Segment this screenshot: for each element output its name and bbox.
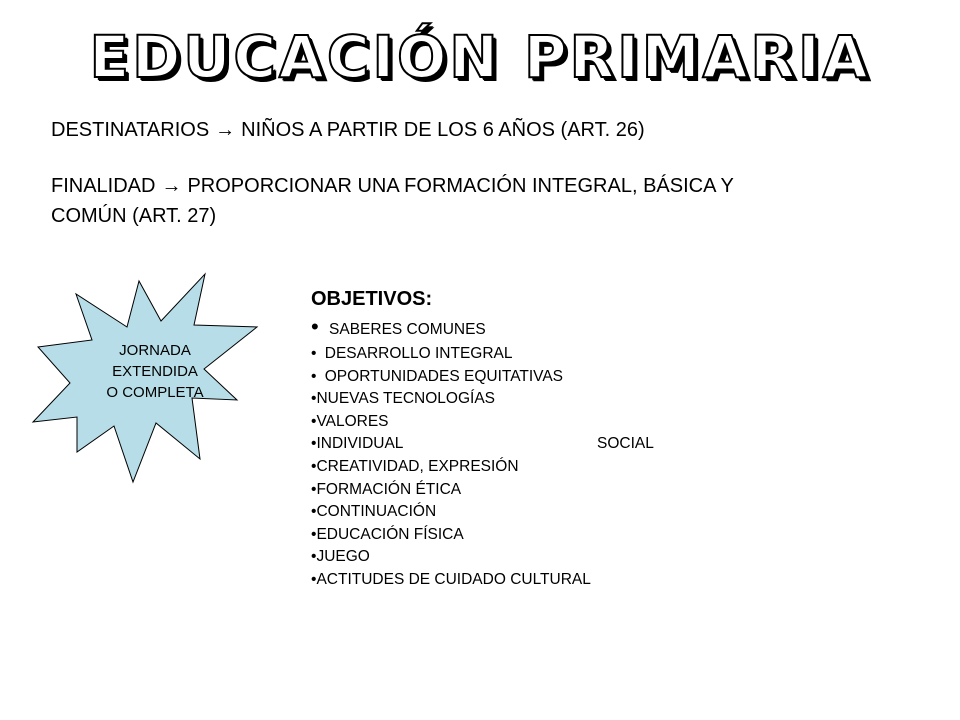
star-line-1: JORNADA — [119, 342, 191, 359]
bullet-icon: • — [311, 480, 317, 498]
bullet-icon: • — [311, 503, 317, 521]
list-item — [311, 479, 591, 502]
star-label — [90, 340, 220, 403]
finalidad-line-2 — [51, 201, 216, 231]
bullet-icon: • — [311, 548, 317, 566]
list-item-text: OPORTUNIDADES EQUITATIVAS — [324, 367, 564, 385]
destinatarios-line — [51, 115, 645, 145]
bullet-icon: • — [311, 390, 317, 408]
slide-title: EDUCACIÓN PRIMARIA — [89, 23, 871, 91]
list-item — [311, 456, 591, 479]
finalidad-text-line2: COMÚN (ART. 27) — [51, 205, 217, 227]
list-item-text: EDUCACIÓN FÍSICA — [316, 525, 464, 543]
objetivos-list — [311, 314, 654, 592]
list-item — [311, 343, 591, 366]
star-line-3: O COMPLETA — [106, 384, 204, 401]
list-item-text: SABERES COMUNES — [329, 321, 486, 338]
bullet-icon: • — [311, 570, 317, 588]
right-arrow-icon: → — [161, 175, 182, 197]
list-item-pair-text: SOCIAL — [597, 435, 654, 453]
bullet-icon: • — [311, 367, 317, 385]
destinatarios-text: NIÑOS A PARTIR DE LOS 6 AÑOS (ART. 26) — [241, 119, 645, 141]
finalidad-line — [51, 171, 734, 201]
list-item — [311, 366, 591, 389]
jornada-star-shape — [30, 272, 270, 484]
bullet-icon: • — [311, 412, 317, 430]
list-item-text: CONTINUACIÓN — [316, 503, 437, 521]
finalidad-text-line1: PROPORCIONAR UNA FORMACIÓN INTEGRAL, BÁSICA Y — [187, 175, 734, 197]
list-item — [311, 433, 654, 456]
bullet-icon: • — [311, 435, 317, 453]
list-item — [311, 569, 591, 592]
bullet-icon: • — [311, 314, 319, 339]
list-item-text: FORMACIÓN ÉTICA — [316, 480, 462, 498]
bullet-icon: • — [311, 457, 317, 475]
objetivos-heading: OBJETIVOS: — [311, 288, 433, 310]
bullet-icon: • — [311, 525, 317, 543]
list-item-text: INDIVIDUAL — [316, 435, 404, 453]
list-item — [311, 314, 591, 343]
list-item-text: CREATIVIDAD, EXPRESIÓN — [316, 457, 519, 475]
finalidad-label: FINALIDAD — [51, 175, 156, 197]
list-item — [311, 411, 591, 434]
list-item — [311, 388, 591, 411]
destinatarios-label: DESTINATARIOS — [51, 119, 210, 141]
list-item-text: NUEVAS TECNOLOGÍAS — [316, 390, 496, 408]
list-item-text: ACTITUDES DE CUIDADO CULTURAL — [316, 570, 591, 588]
list-item — [311, 524, 591, 547]
list-item — [311, 546, 591, 569]
list-item-text: VALORES — [316, 412, 389, 430]
list-item — [311, 501, 591, 524]
list-item-text: DESARROLLO INTEGRAL — [324, 345, 513, 362]
list-item-text: JUEGO — [316, 548, 370, 566]
right-arrow-icon: → — [215, 119, 236, 141]
star-line-2: EXTENDIDA — [112, 363, 198, 380]
bullet-icon: • — [311, 345, 317, 362]
